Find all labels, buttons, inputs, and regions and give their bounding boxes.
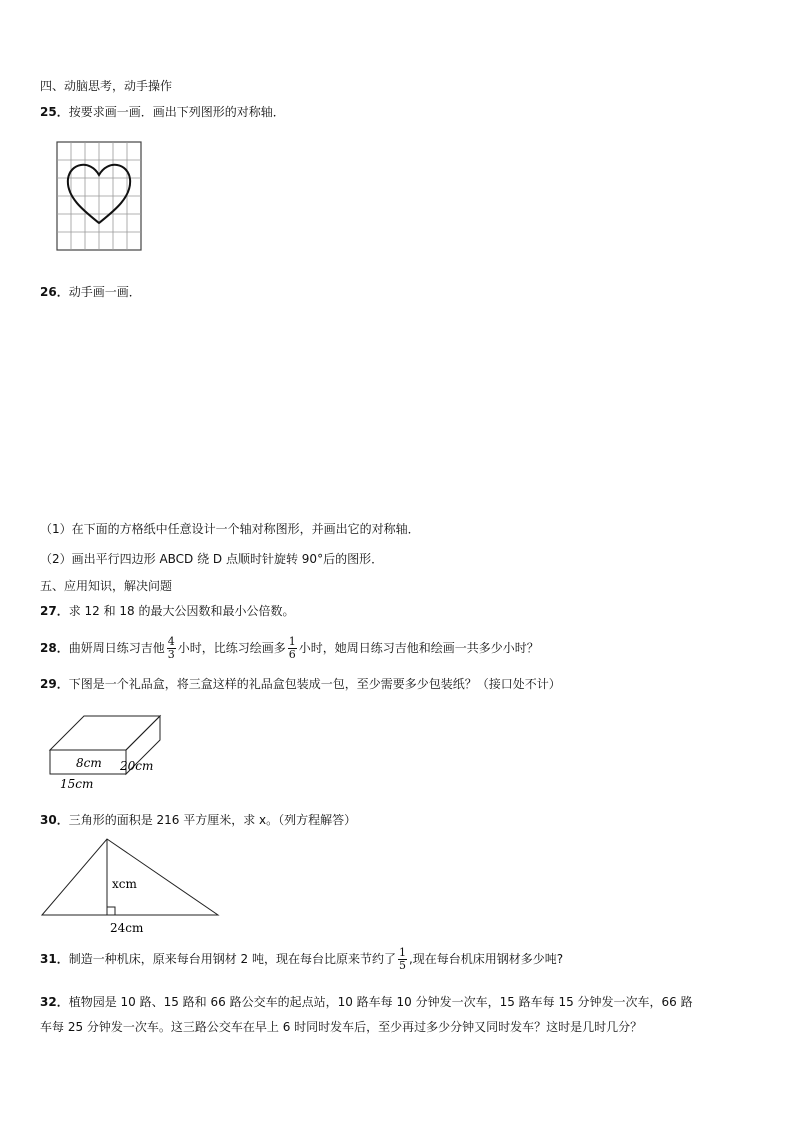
question-26 xyxy=(40,284,141,300)
triangle-height-label: xcm xyxy=(112,877,137,891)
fraction-one-fifth: $\frac{1}{5}$ xyxy=(398,946,406,972)
question-text: 下图是一个礼品盒，将三盒这样的礼品盒包装成一包，至少需要多少包装纸？（接口处不计） xyxy=(68,677,561,691)
question-31 xyxy=(40,945,563,973)
question-number: 30． xyxy=(40,813,69,827)
section5-heading: 五、应用知识，解决问题 xyxy=(40,579,173,593)
question-26-part2: （2）画出平行四边形 ABCD 绕 D 点顺时针旋转 90°后的图形． xyxy=(40,552,384,566)
question-text-line2: 车每 25 分钟发一次车。这三路公交车在早上 6 时同时发车后，至少再过多少分钟又同时发车？这时是几时几分？ xyxy=(40,1020,643,1034)
question-number: 29． xyxy=(40,677,69,691)
question-number: 26． xyxy=(40,285,69,299)
question-27 xyxy=(40,603,295,619)
question-number: 28． xyxy=(40,641,69,655)
question-number: 32． xyxy=(40,995,69,1009)
question-29 xyxy=(40,676,561,692)
question-28 xyxy=(40,634,539,662)
gift-box-figure xyxy=(40,710,180,794)
question-text: 求 12 和 18 的最大公因数和最小公倍数。 xyxy=(68,604,295,618)
question-number: 31． xyxy=(40,952,69,966)
question-text-b: ,现在每台机床用钢材多少吨? xyxy=(408,952,564,966)
question-text: 按要求画一画．画出下列图形的对称轴． xyxy=(68,105,285,119)
box-height-label: 8cm xyxy=(76,756,102,770)
question-26-part1: （1）在下面的方格纸中任意设计一个轴对称图形，并画出它的对称轴． xyxy=(40,522,420,536)
question-text-a: 制造一种机床，原来每台用钢材 2 吨，现在每台比原来节约了 xyxy=(68,952,396,966)
box-width-label: 20cm xyxy=(120,759,154,773)
triangle-figure xyxy=(40,836,224,938)
fraction-four-thirds: $\frac{4}{3}$ xyxy=(167,635,175,661)
question-text-b: 小时，比练习绘画多 xyxy=(177,641,286,655)
question-30 xyxy=(40,812,356,828)
question-text: 动手画一画． xyxy=(68,285,141,299)
question-text-line1: 植物园是 10 路、15 路和 66 路公交车的起点站，10 路车每 10 分钟发一次车，15 路车每 15 分钟发一次车，66 路 xyxy=(68,995,693,1009)
question-32 xyxy=(40,990,758,1040)
triangle-base-label: 24cm xyxy=(110,921,144,935)
question-number: 25． xyxy=(40,105,69,119)
question-number: 27． xyxy=(40,604,69,618)
question-text: 三角形的面积是 216 平方厘米，求 x。（列方程解答） xyxy=(68,813,357,827)
question-text-a: 曲妍周日练习吉他 xyxy=(68,641,165,655)
question-text-c: 小时，她周日练习吉他和绘画一共多少小时？ xyxy=(298,641,539,655)
fraction-one-sixth: $\frac{1}{6}$ xyxy=(288,635,296,661)
box-length-label: 15cm xyxy=(60,777,94,791)
question-25 xyxy=(40,104,285,120)
section4-heading: 四、动脑思考，动手操作 xyxy=(40,79,173,93)
heart-grid-figure xyxy=(56,141,144,253)
